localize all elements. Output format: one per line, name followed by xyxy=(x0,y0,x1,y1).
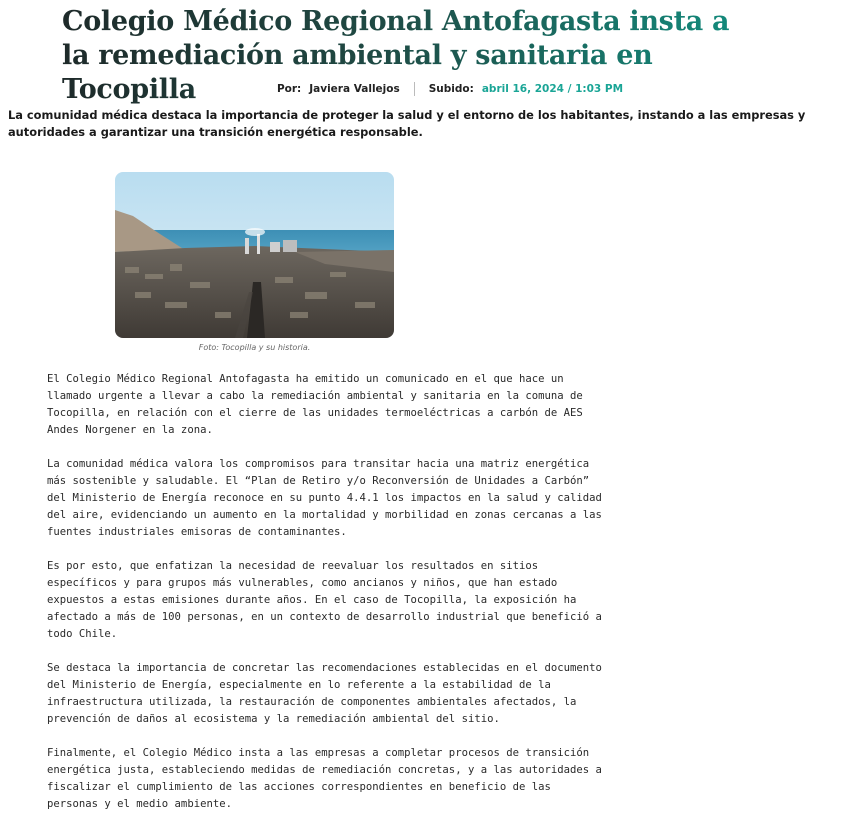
author-label: Por: xyxy=(276,83,302,95)
author-name[interactable]: Javiera Vallejos xyxy=(309,83,400,95)
photo-caption: Foto: Tocopilla y su historia. xyxy=(198,343,311,352)
byline-divider xyxy=(414,82,415,96)
body-paragraph: Es por esto, que enfatizan la necesidad de reevaluar los resultados en sitios específicos y para grupos más vulnerables, como ancianos y niños, que han estado expuestos a estas emisiones durante años. En el caso de Tocopilla, la exposición ha afectado a más de 100 personas, en un contexto de desarrollo industrial que benefició a todo Chile. xyxy=(47,560,602,640)
article-figure xyxy=(115,172,394,352)
date-label: Subido: xyxy=(428,83,474,95)
body-paragraph: El Colegio Médico Regional Antofagasta ha emitido un comunicado en el que hace un llamado urgente a llevar a cabo la remediación ambiental y sanitaria en la comuna de Tocopilla, en relación con el cierre de las unidades termoeléctricas a carbón de AES Andes Norgener en la zona. xyxy=(47,373,583,436)
publish-date: abril 16, 2024 / 1:03 PM xyxy=(481,83,624,95)
body-paragraph: La comunidad médica valora los compromisos para transitar hacia una matriz energética más sostenible y saludable. El “Plan de Retiro y/o Reconversión de Unidades a Carbón” del Ministerio de Energía reconoce en su punto 4.4.1 los impactos en la salud y calidad del aire, evidenciando un aumento en la mortalidad y morbilidad en zonas cercanas a las fuentes industriales emisoras de contaminantes. xyxy=(47,458,602,538)
tocopilla-photo xyxy=(115,172,394,338)
article-title: Colegio Médico Regional Antofagasta insta a la remediación ambiental y sanitaria en Tocopilla xyxy=(62,5,762,107)
article-body xyxy=(47,371,603,830)
body-paragraph: Finalmente, el Colegio Médico insta a las empresas a completar procesos de transición energética justa, estableciendo medidas de remediación concretas, y a las autoridades a fiscalizar el cumplimiento de las acciones correspondientes en beneficio de las personas y el medio ambiente. xyxy=(47,747,602,810)
article-byline xyxy=(0,82,850,96)
article-lead: La comunidad médica destaca la importancia de proteger la salud y el entorno de los habitantes, instando a las empresas y autoridades a garantizar una transición energética responsable. xyxy=(8,108,806,139)
body-paragraph: Se destaca la importancia de concretar las recomendaciones establecidas en el documento del Ministerio de Energía, especialmente en lo referente a la estabilidad de la infraestructura utilizada, la restauración de componentes ambientales afectados, la prevención de daños al ecosistema y la remediación ambiental del sitio. xyxy=(47,662,602,725)
